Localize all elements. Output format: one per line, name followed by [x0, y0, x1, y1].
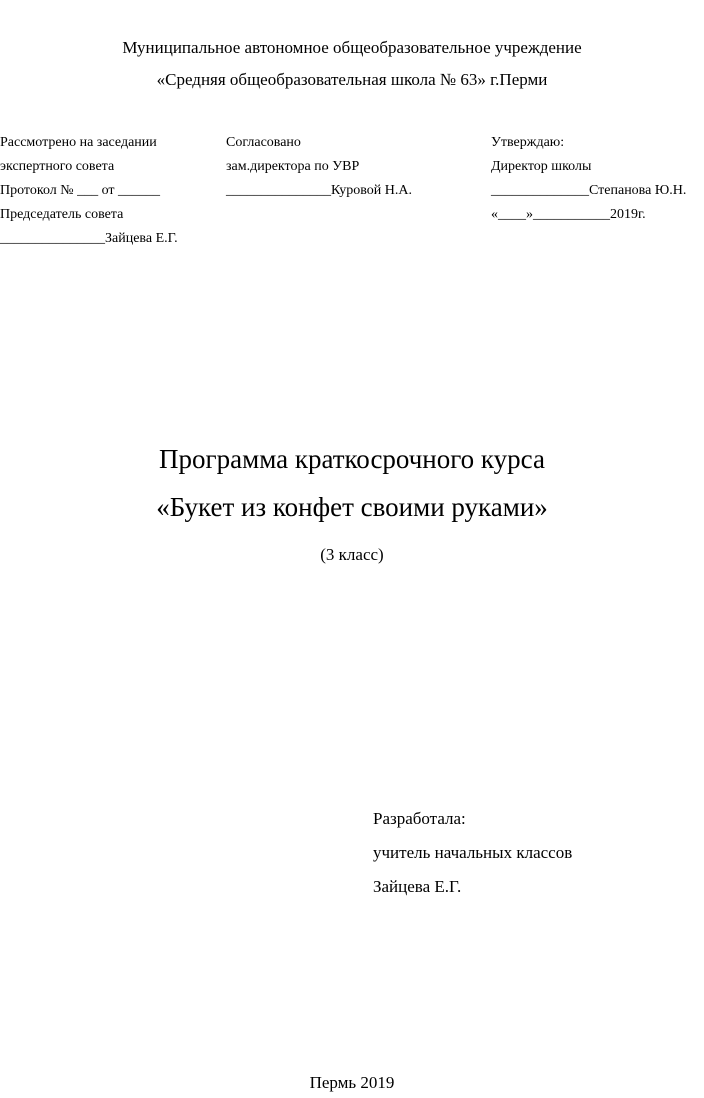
author-name: Зайцева Е.Г. — [373, 877, 462, 896]
protocol-line: Протокол № ___ от ______ — [0, 183, 161, 198]
program-title: Программа краткосрочного курса — [159, 444, 545, 474]
author-block — [373, 802, 572, 904]
approve-block — [491, 131, 686, 227]
agreed-title: Согласовано — [226, 135, 301, 150]
council-line: экспертного совета — [0, 159, 115, 174]
director-signature: ______________Степанова Ю.Н. — [491, 183, 687, 198]
director-position: Директор школы — [491, 159, 592, 174]
deputy-position: зам.директора по УВР — [226, 159, 360, 174]
grade-label: (3 класс) — [320, 545, 384, 564]
approve-title: Утверждаю: — [491, 135, 565, 150]
deputy-signature: _______________Куровой Н.А. — [226, 183, 413, 198]
expert-council-block — [0, 131, 178, 251]
course-name: «Букет из конфет своими руками» — [156, 492, 548, 522]
city-year: Пермь 2019 — [309, 1073, 395, 1092]
approval-date: «____»___________2019г. — [491, 207, 646, 222]
council-chair-signature: _______________Зайцева Е.Г. — [0, 231, 178, 246]
school-name: «Средняя общеобразовательная школа № 63» г.Перми — [156, 70, 548, 89]
author-position: учитель начальных классов — [373, 843, 573, 862]
council-line: Рассмотрено на заседании — [0, 135, 157, 150]
agreed-block — [226, 131, 412, 203]
author-label: Разработала: — [373, 809, 466, 828]
council-chair-line: Председатель совета — [0, 207, 124, 222]
institution-name: Муниципальное автономное общеобразовательное учреждение — [122, 38, 582, 57]
